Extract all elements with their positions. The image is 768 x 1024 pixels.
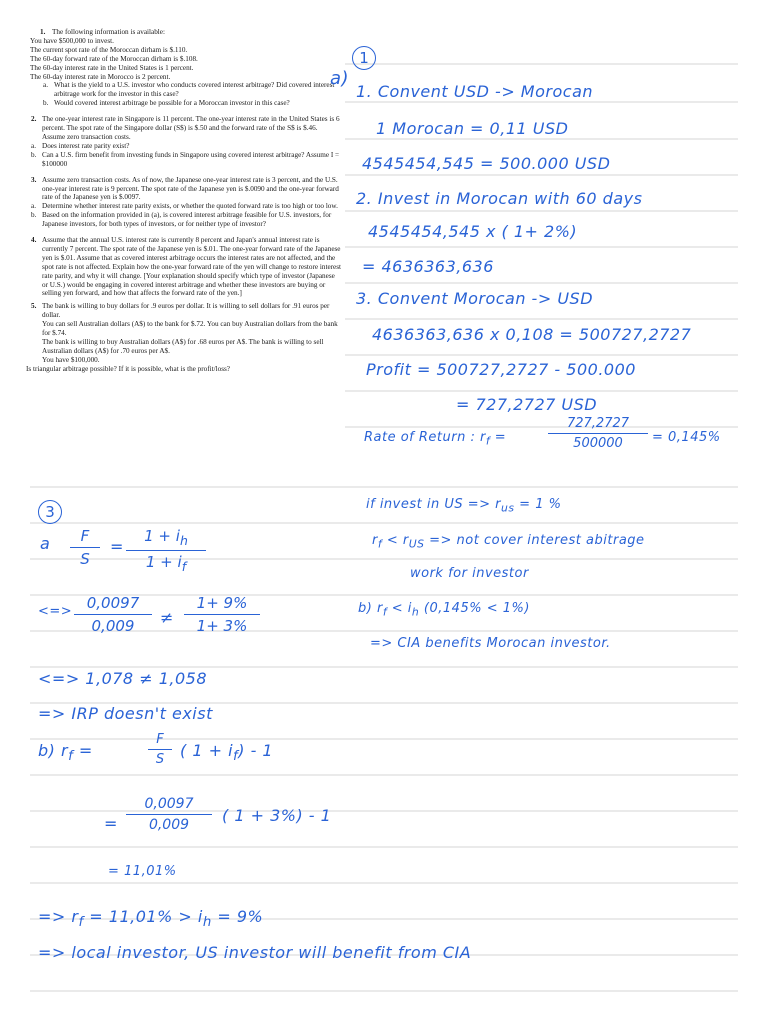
step-3-convert-back: 3. Convent Morocan -> USD (356, 289, 594, 308)
conclusion-line: work for investor (410, 566, 529, 581)
subscript: f (68, 749, 74, 765)
question-text: The one-year interest rate in Singapore is 11 percent. The one-year interest rate in the United States is 6 percent. The spot rate of the Singapore dollar (S$) is $.50 and the forward rate of the S$ is $.46. Assume zero transaction costs. (42, 115, 340, 141)
equals-sign: = (110, 537, 124, 556)
subscript: h (411, 605, 420, 619)
fraction-bar (126, 550, 206, 551)
us-return-line (366, 497, 561, 515)
question-lead: The following information is available: (52, 28, 165, 36)
question-5-tail: Is triangular arbitrage possible? If it is possible, what is the profit/loss? (26, 364, 231, 373)
subscript: US (408, 537, 425, 551)
exchange-rate-line: 1 Morocan = 0,11 USD (376, 119, 569, 138)
question-3 (30, 176, 342, 203)
question-1-givens (30, 37, 342, 82)
denominator-text: 1 + i (145, 553, 182, 571)
numeric-rate-ratio (126, 796, 212, 833)
part-b-conclusion: => CIA benefits Morocan investor. (370, 636, 611, 651)
given-line: The current spot rate of the Moroccan dirham is $.110. (30, 45, 188, 54)
rate-of-return-result: = 0,145% (652, 430, 721, 445)
convert-back-calc: 4636363,636 x 0,108 = 500727,2727 (372, 325, 692, 344)
sub-question-text: Does interest rate parity exist? (42, 141, 130, 150)
part-a-label: a) (330, 68, 350, 89)
numerator: 0,0097 (144, 796, 194, 812)
tail-text: ( 1 + i (180, 741, 234, 760)
question-number: 2. (31, 115, 37, 124)
fraction-bar (70, 547, 100, 548)
part-b-tail: (0,145% < 1%) (423, 601, 530, 616)
equals-sign-2: = (104, 814, 118, 833)
numerator: 727,2727 (566, 416, 630, 431)
part-b-comparison (358, 601, 530, 619)
rate-of-return-fraction (548, 416, 648, 451)
sub-letter: b. (43, 99, 49, 108)
invest-calc-line: 4545454,545 x ( 1+ 2%) (368, 222, 578, 241)
forward-over-spot-b (148, 732, 172, 767)
tail-text-end: ) - 1 (238, 741, 274, 760)
denominator: S (155, 752, 165, 767)
sub-letter: b. (31, 150, 37, 159)
denominator: 500000 (573, 436, 623, 451)
irp-conclusion: => IRP doesn't exist (38, 704, 213, 723)
profit-line: Profit = 500727,2727 - 500.000 (366, 360, 636, 379)
equivalence-sign: <=> (38, 604, 73, 619)
final-r: => r (38, 907, 79, 926)
part-b-lead: b) r (38, 741, 69, 760)
question-5-lines (30, 320, 342, 365)
sub-letter: a. (43, 81, 48, 90)
question-1-circle: 1 (352, 46, 376, 70)
part-b-formula (38, 741, 93, 764)
numeric-comparison: <=> 1,078 ≠ 1,058 (38, 669, 207, 688)
question-1a (42, 81, 342, 99)
question-3b (30, 211, 342, 229)
step-1-convert: 1. Convent USD -> Morocan (356, 82, 594, 101)
given-line: The bank is willing to buy Australian dollars (A$) for .68 euros per A$. The bank is willing to sell Australian dollars (A$) for .70 euros per A$. (42, 338, 324, 355)
invest-result-line: = 4636363,636 (362, 257, 494, 276)
numerator: 0,0097 (86, 594, 140, 612)
question-number: 1. (40, 28, 46, 36)
sub-question-text: Determine whether interest rate parity exists, or whether the quoted forward rate is too high or too low. (42, 202, 338, 211)
question-2 (30, 115, 342, 142)
question-text: Assume zero transaction costs. As of now, the Japanese one-year interest rate is 3 percent, and the U.S. one-year interest rate is 9 percent. The spot rate of the Japanese yen is $.0090 and the one-year forward rate of the Japanese yen is $.0097. (42, 175, 339, 202)
fraction-bar (548, 433, 648, 434)
part-b-r: b) r (358, 601, 383, 616)
given-line: You have $500,000 to invest. (30, 36, 114, 45)
subscript: f (78, 915, 84, 931)
final-tail: = 9% (217, 907, 264, 926)
given-line: The 60-day interest rate in Morocco is 2 percent. (30, 72, 171, 81)
numerator: 1+ 9% (196, 594, 248, 612)
sub-letter: b. (31, 211, 37, 220)
question-number: 4. (31, 236, 37, 245)
given-line: The 60-day forward rate of the Moroccan dirham is $.108. (30, 54, 198, 63)
part-b-mid: < i (391, 601, 412, 616)
comparison-line (372, 533, 645, 551)
comparison-mid: < r (386, 533, 409, 548)
question-1b (42, 99, 342, 108)
subscript: us (501, 501, 515, 515)
numerator (126, 527, 206, 548)
fraction-bar (148, 749, 172, 750)
converted-amount-line: 4545454,545 = 500.000 USD (362, 154, 611, 173)
denominator: 1+ 3% (196, 617, 248, 635)
question-text: The bank is willing to buy dollars for .9 euros per dollar. It is willing to sell dollars for .91 euros per dollar. (42, 302, 330, 320)
numerator: F (156, 732, 164, 747)
interest-ratio (126, 527, 206, 574)
question-3-circle: 3 (38, 500, 62, 524)
denominator: 0,009 (148, 817, 190, 833)
numerator-text: 1 + i (144, 527, 180, 545)
q3-part-a-label: a (40, 534, 51, 553)
question-text: Assume that the annual U.S. interest rate is currently 8 percent and Japan's annual interest rate is currently 7 percent. The spot rate of the Japanese yen is $.01. The one-year forward rate of the Japanese yen is $.01. Assume that as covered interest arbitrage occurs the interest rates are not affected, and the spot rate is not affected. Explain how the one-year forward rate of the yen will change to restore interest rate parity, and why it will change. [Your explanation should specify which type of investor (Japanese or U.S.) would be engaging in covered interest arbitrage and whether these investors are buying or selling yen forward, and how that affects the forward rate of the yen.] (42, 236, 342, 298)
forward-over-spot (70, 527, 100, 568)
question-number: 5. (31, 302, 37, 311)
subscript: f (181, 559, 187, 574)
question-number: 3. (31, 175, 37, 184)
us-return-tail: = 1 % (519, 497, 562, 512)
sub-question-text: What is the yield to a U.S. investor who conducts covered interest arbitrage? Did covered interest arbitrage work for the investor in this case? (54, 81, 335, 99)
comparison-tail: => not cover interest abitrage (429, 533, 645, 548)
rate-ratio (74, 594, 152, 635)
subscript: h (179, 533, 188, 548)
interest-rate-ratio (184, 594, 260, 635)
denominator (126, 553, 206, 574)
final-mid: = 11,01% > i (89, 907, 203, 926)
subscript: f (377, 537, 383, 551)
sub-question-text: Would covered interest arbitrage be possible for a Moroccan investor in this case? (54, 99, 290, 108)
fraction-bar (184, 614, 260, 615)
sub-letter: a. (31, 202, 36, 211)
question-4 (30, 236, 342, 298)
numeric-formula-tail: ( 1 + 3%) - 1 (222, 806, 332, 825)
sub-letter: a. (31, 141, 36, 150)
question-2b (30, 151, 342, 169)
subscript: f (233, 749, 239, 765)
part-b-formula-tail (180, 741, 273, 764)
sub-question-text: Can a U.S. firm benefit from investing funds in Singapore using covered interest arbitrage? Assume I = $100000 (42, 150, 340, 168)
part-b-result: = 11,01% (108, 864, 177, 879)
subscript: f (382, 605, 388, 619)
profit-result-line: = 727,2727 USD (456, 395, 598, 414)
final-comparison (38, 907, 263, 930)
comparison-r: r (372, 533, 378, 548)
rate-of-return-label: Rate of Return : $r_f$ = (364, 430, 507, 448)
equals-sign: = (78, 741, 93, 760)
question-1 (30, 28, 342, 37)
given-line: You have $100,000. (42, 355, 100, 364)
step-2-invest: 2. Invest in Morocan with 60 days (356, 189, 643, 208)
question-3a (30, 202, 342, 211)
sub-question-text: Based on the information provided in (a), is covered interest arbitrage feasible for U.S. investors, for Japanese investors, for both types of investors, or for neither type of investor? (42, 211, 332, 229)
question-5 (30, 302, 342, 320)
us-return-text: if invest in US => r (366, 497, 502, 512)
final-conclusion: => local investor, US investor will benefit from CIA (38, 943, 472, 962)
problem-set-text (26, 28, 342, 374)
fraction-bar (74, 614, 152, 615)
not-equal-sign: ≠ (160, 608, 174, 627)
given-line: The 60-day interest rate in the United States is 1 percent. (30, 63, 194, 72)
denominator: 0,009 (91, 617, 135, 635)
question-2a (30, 142, 342, 151)
subscript: h (202, 915, 212, 931)
fraction-bar (126, 814, 212, 815)
subscript: f (485, 434, 491, 448)
given-line: You can sell Australian dollars (A$) to the bank for $.72. You can buy Australian dollars from the bank for $.74. (42, 320, 338, 338)
rate-of-return-text: Rate of Return : r (364, 430, 486, 445)
denominator: S (80, 550, 90, 568)
numerator: F (80, 527, 90, 545)
